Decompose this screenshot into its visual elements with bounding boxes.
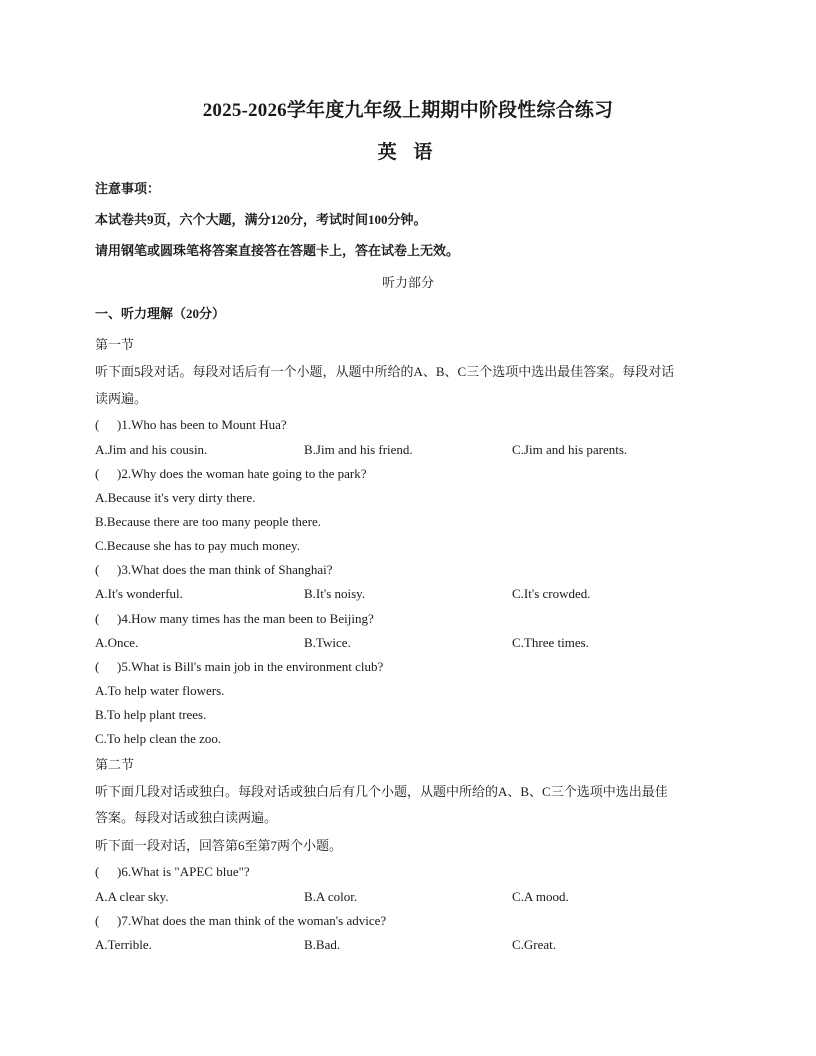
q6-option-a: A.A clear sky.: [95, 889, 169, 904]
sub-section-1-label: 第一节: [95, 337, 135, 352]
exam-title: 2025-2026学年度九年级上期期中阶段性综合练习: [202, 100, 614, 121]
notice-line-2: 请用钢笔或圆珠笔将答案直接答在答题卡上，答在试卷上无效。: [95, 243, 460, 258]
q6-option-c: C.A mood.: [512, 889, 569, 904]
question-1: ( )1.Who has been to Mount Hua?: [95, 417, 287, 432]
q2-option-a: A.Because it's very dirty there.: [95, 490, 256, 505]
question-5: ( )5.What is Bill's main job in the environment club?: [95, 659, 384, 674]
q6-option-b: B.A color.: [304, 889, 358, 904]
answer-bracket-6[interactable]: (: [95, 864, 100, 879]
q1-option-c: C.Jim and his parents.: [512, 442, 628, 457]
sub-section-1-instruction-1: 听下面5段对话。每段对话后有一个小题，从题中所给的A、B、C三个选项中选出最佳答案。每段对话: [95, 364, 675, 379]
sub-section-2-label: 第二节: [95, 757, 135, 772]
sub-section-1-instruction-2: 读两遍。: [95, 391, 148, 406]
sub-section-2-instruction-2: 答案。每段对话或独白读两遍。: [95, 810, 278, 825]
answer-bracket-7[interactable]: (: [95, 913, 100, 928]
answer-bracket-4[interactable]: (: [95, 611, 100, 626]
q3-option-c: C.It's crowded.: [512, 586, 591, 601]
q3-option-b: B.It's noisy.: [304, 586, 366, 601]
part-title: 听力部分: [381, 275, 434, 290]
question-6: ( )6.What is "APEC blue"?: [95, 864, 250, 879]
question-7: ( )7.What does the man think of the woman's advice?: [95, 913, 387, 928]
answer-bracket-3[interactable]: (: [95, 562, 100, 577]
dialog-intro: 听下面一段对话，回答第6至第7两个小题。: [95, 838, 343, 853]
q3-option-a: A.It's wonderful.: [95, 586, 183, 601]
q5-option-b: B.To help plant trees.: [95, 707, 207, 722]
q2-option-c: C.Because she has to pay much money.: [95, 538, 300, 553]
section-1-heading: 一、听力理解（20分）: [95, 306, 226, 321]
q5-option-a: A.To help water flowers.: [95, 683, 225, 698]
q7-option-b: B.Bad.: [304, 937, 341, 952]
notice-line-1: 本试卷共9页，六个大题，满分120分，考试时间100分钟。: [95, 212, 427, 227]
q1-option-a: A.Jim and his cousin.: [95, 442, 208, 457]
notice-heading: 注意事项：: [95, 181, 161, 196]
answer-bracket-5[interactable]: (: [95, 659, 100, 674]
answer-bracket-2[interactable]: (: [95, 466, 100, 481]
q7-option-a: A.Terrible.: [95, 937, 152, 952]
q5-option-c: C.To help clean the zoo.: [95, 731, 222, 746]
question-2: ( )2.Why does the woman hate going to the park?: [95, 466, 367, 481]
answer-bracket-1[interactable]: (: [95, 417, 100, 432]
q7-option-c: C.Great.: [512, 937, 557, 952]
q4-option-a: A.Once.: [95, 635, 139, 650]
question-4: ( )4.How many times has the man been to Beijing?: [95, 611, 374, 626]
question-3: ( )3.What does the man think of Shanghai?: [95, 562, 333, 577]
sub-section-2-instruction-1: 听下面几段对话或独白。每段对话或独白后有几个小题，从题中所给的A、B、C三个选项中选出最佳: [95, 784, 668, 799]
q2-option-b: B.Because there are too many people there.: [95, 514, 321, 529]
q4-option-b: B.Twice.: [304, 635, 351, 650]
exam-subject: 英 语: [377, 142, 439, 163]
q4-option-c: C.Three times.: [512, 635, 589, 650]
q1-option-b: B.Jim and his friend.: [304, 442, 413, 457]
